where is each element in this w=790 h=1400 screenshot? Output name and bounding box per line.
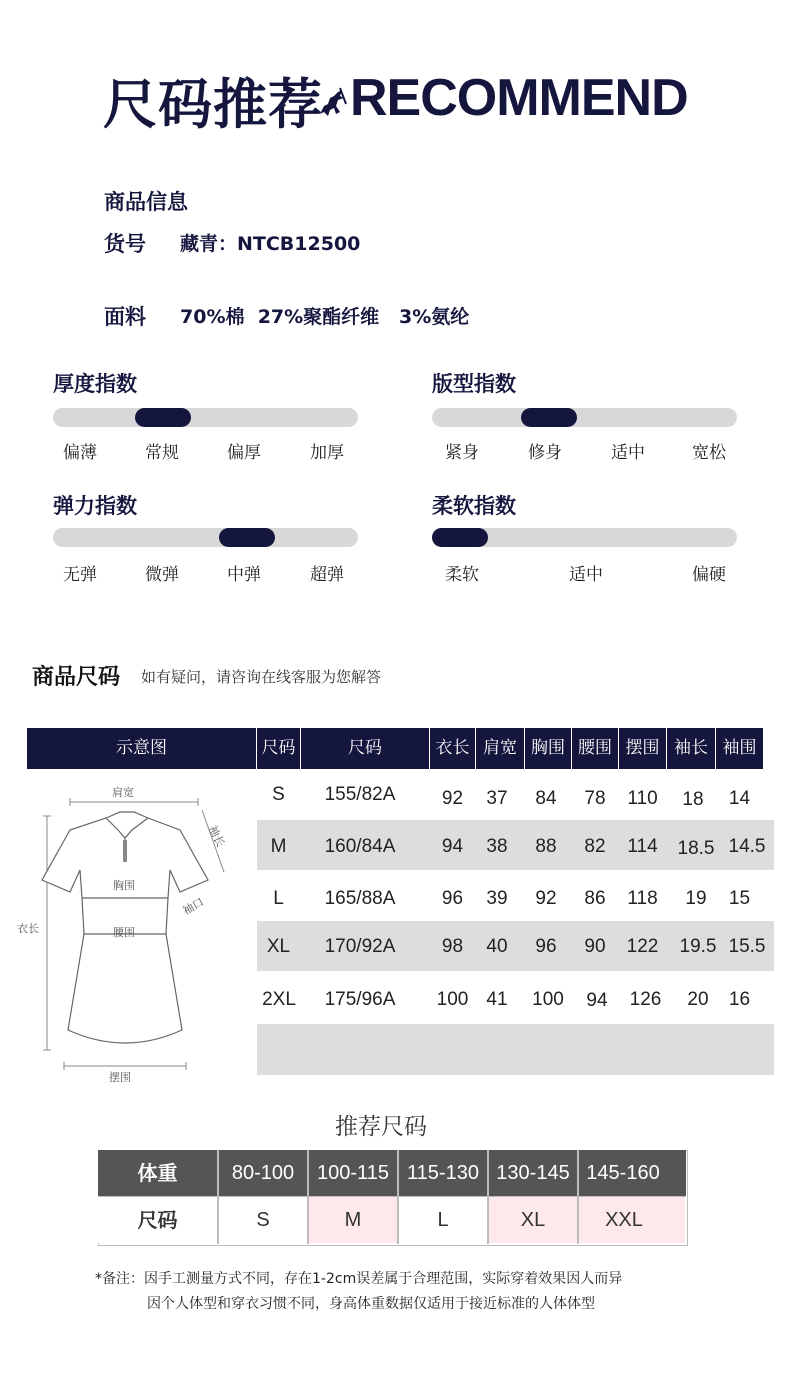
cell-waist: 78 [584,788,606,809]
cell-spec: 175/96A [324,989,396,1010]
th-waist: 腰围 [578,738,612,758]
th-sleeve-width: 袖围 [722,738,757,758]
th-size-spec: 尺码 [348,738,382,758]
cell-sleeve-width: 15.5 [728,936,766,957]
cell-hem: 122 [626,936,659,957]
th-shoulder: 肩宽 [483,738,517,758]
th-divider [571,728,572,769]
th-chest: 胸围 [531,738,565,758]
th-divider [618,728,619,769]
rec-weight-cell: 145-160 [586,1162,660,1184]
cell-length: 100 [436,989,469,1010]
cell-waist: 82 [584,836,606,857]
cell-hem: 114 [627,836,658,857]
cell-hem: 126 [629,989,662,1010]
elasticity-slider-track [53,528,358,547]
cell-shoulder: 41 [486,989,508,1010]
thickness-index-title: 厚度指数 [53,372,137,396]
fit-scale [432,438,737,462]
rec-size-label: 尺码 [137,1208,178,1232]
scale-label: 加厚 [310,443,344,463]
cell-sleeve-width: 15 [728,888,751,909]
th-divider [666,728,667,769]
diagram-label-cuff: 袖口 [180,895,207,918]
th-divider [256,728,257,769]
fabric-value: 70%棉 27%聚酯纤维 3%氨纶 [180,306,470,328]
cell-waist: 86 [584,888,606,909]
rec-size-cell: XL [520,1209,546,1231]
cell-spec: 165/88A [324,888,396,909]
cell-sleeve-length: 18.5 [677,838,715,859]
table-row-bg [257,1024,774,1075]
polo-horse-icon [314,84,348,124]
scale-label: 偏硬 [692,565,726,585]
page-title-en: RECOMMEND [350,69,688,127]
cell-size: M [270,836,287,857]
cell-waist: 94 [586,990,608,1011]
rec-size-cell: M [344,1209,362,1231]
cell-length: 92 [441,788,464,809]
thickness-slider-knob [135,408,191,427]
scale-label: 超弹 [310,565,344,585]
rec-weight-cell: 115-130 [407,1162,479,1184]
sku-value: 藏青：NTCB12500 [180,233,361,255]
th-divider [300,728,301,769]
cell-shoulder: 40 [486,936,508,957]
elasticity-scale [53,560,358,584]
cell-chest: 100 [532,989,564,1010]
cell-spec: 160/84A [324,836,396,857]
recommend-title: 推荐尺码 [335,1114,427,1140]
fit-slider-knob [521,408,577,427]
cell-sleeve-length: 19 [685,888,707,909]
cell-shoulder: 38 [486,836,508,857]
cell-shoulder: 39 [486,888,508,909]
softness-scale [432,560,737,584]
th-divider [429,728,430,769]
rec-size-cell: S [256,1209,270,1231]
cell-length: 96 [441,888,464,909]
cell-waist: 90 [584,936,606,957]
diagram-label-sleeve-length: 袖长 [206,823,228,849]
cell-chest: 96 [535,936,557,957]
cell-spec: 155/82A [324,784,396,805]
diagram-label-length: 衣长 [17,922,39,935]
diagram-label-waist: 腰围 [113,926,135,939]
th-sleeve-length: 袖长 [674,738,708,758]
cell-sleeve-width: 16 [728,989,751,1010]
cell-shoulder: 37 [486,788,508,809]
scale-label: 常规 [145,443,179,463]
cell-hem: 110 [627,788,658,809]
scale-label: 偏厚 [227,443,261,463]
cell-sleeve-width: 14.5 [728,836,766,857]
thickness-scale [53,438,358,462]
elasticity-slider-knob [219,528,275,547]
scale-label: 适中 [611,443,645,463]
fit-slider-track [432,408,737,427]
diagram-label-shoulder: 肩宽 [112,786,134,799]
scale-label: 偏薄 [63,443,97,463]
scale-label: 适中 [569,565,603,585]
th-length: 衣长 [435,738,470,758]
th-divider [715,728,716,769]
th-hem: 摆围 [625,738,660,758]
product-info-heading: 商品信息 [104,190,188,214]
diagram-label-chest: 胸围 [113,879,135,892]
rec-weight-cell: 100-115 [317,1162,389,1184]
cell-size: XL [266,936,291,957]
scale-label: 微弹 [145,565,179,585]
cell-sleeve-length: 19.5 [679,936,717,957]
scale-label: 柔软 [445,565,479,585]
cell-spec: 170/92A [324,936,396,957]
rec-size-cell: L [437,1209,449,1231]
cell-size: L [273,888,284,909]
cell-chest: 88 [535,836,557,857]
diagram-label-hem: 摆围 [109,1071,131,1084]
th-diagram: 示意图 [116,738,167,758]
cell-size: 2XL [262,989,296,1010]
cell-length: 98 [441,936,464,957]
scale-label: 修身 [528,443,562,463]
elasticity-index-title: 弹力指数 [53,494,137,518]
th-divider [475,728,476,769]
rec-weight-cell: 130-145 [496,1162,570,1184]
fabric-label: 面料 [104,305,146,329]
scale-label: 宽松 [692,443,726,463]
note-line-2: 因个人体型和穿衣习惯不同，身高体重数据仅适用于接近标准的人体体型 [147,1296,595,1312]
softness-slider-track [432,528,737,547]
page-title-cn: 尺码推荐 [103,73,323,136]
softness-slider-knob [432,528,488,547]
thickness-slider-track [53,408,358,427]
cell-sleeve-length: 18 [682,789,704,810]
cell-sleeve-length: 20 [687,989,709,1010]
rec-weight-cell: 80-100 [231,1162,295,1184]
cell-hem: 118 [627,888,658,909]
size-section-subtitle: 如有疑问，请咨询在线客服为您解答 [141,668,382,686]
scale-label: 中弹 [227,565,261,585]
fit-index-title: 版型指数 [432,372,516,396]
cell-length: 94 [441,836,464,857]
scale-label: 无弹 [63,565,97,585]
sku-label: 货号 [104,232,146,256]
softness-index-title: 柔软指数 [432,494,516,518]
cell-chest: 92 [535,888,557,909]
cell-chest: 84 [535,788,557,809]
scale-label: 紧身 [445,443,479,463]
size-section-title: 商品尺码 [32,665,121,690]
th-divider [524,728,525,769]
note-line-1: *备注：因手工测量方式不同，存在1-2cm误差属于合理范围，实际穿着效果因人而异 [95,1271,623,1287]
th-size: 尺码 [261,738,296,758]
cell-size: S [272,784,285,805]
cell-sleeve-width: 14 [728,788,751,809]
rec-weight-label: 体重 [137,1161,178,1185]
rec-size-cell: XXL [605,1209,643,1231]
